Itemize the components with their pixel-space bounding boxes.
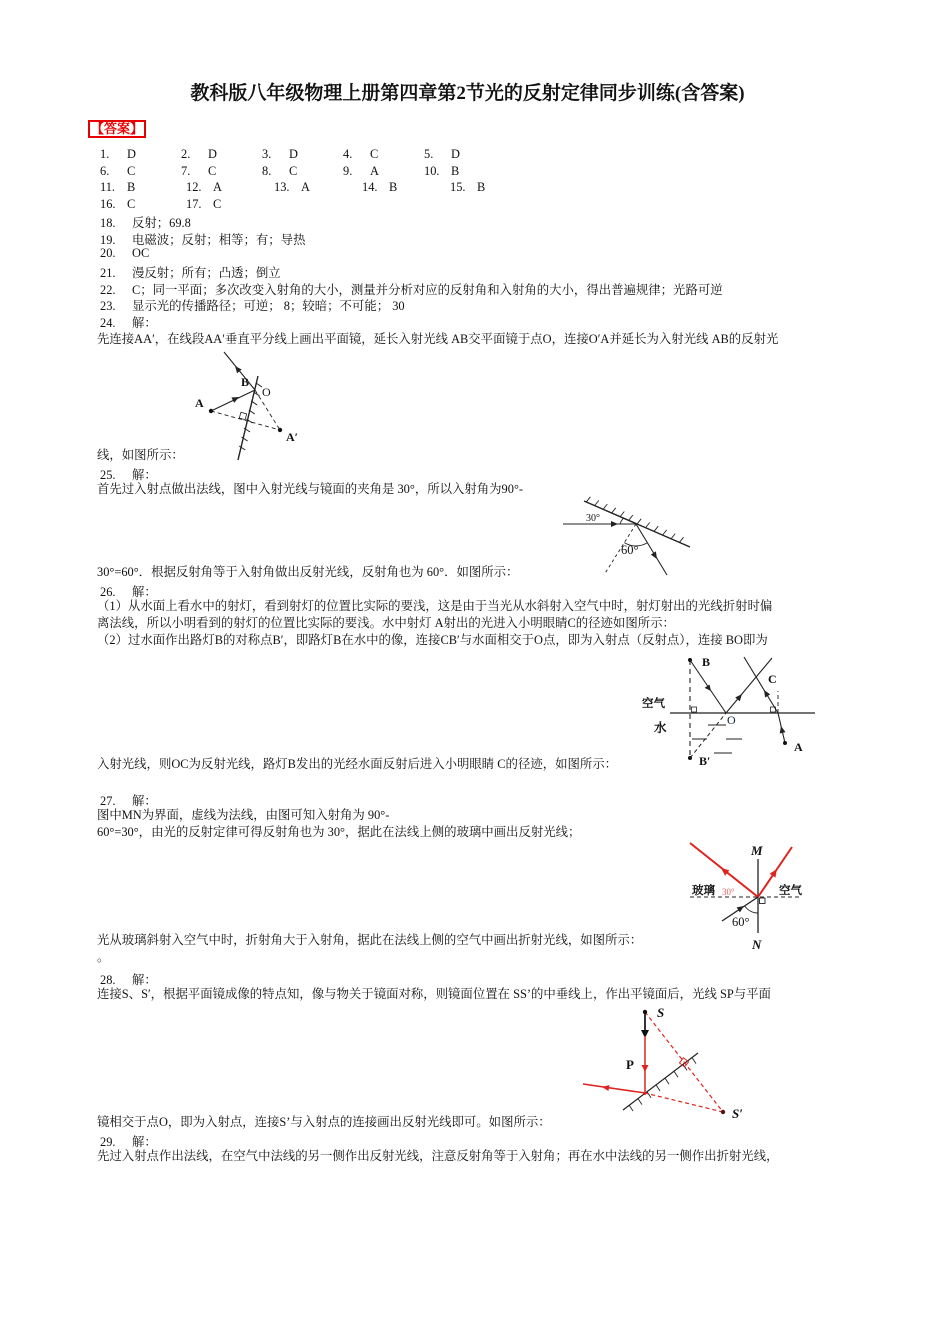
solution-line: 离法线，所以小明看到的射灯的位置比实际的要浅。水中射灯 A射出的光进入小明眼睛C的径迹如图所示： <box>97 616 675 630</box>
diagram-reflection-30-60 <box>558 494 703 584</box>
label-b: B <box>702 655 711 669</box>
solution-line: 先连接AA′，在线段AA′垂直平分线上画出平面镜，延长入射光线 AB交平面镜于点O，连接O′A并延长为入射光线 AB的反射光 <box>97 332 779 346</box>
reflected-ray-arrowhead <box>602 1085 609 1091</box>
angle-arc-30 <box>620 518 623 524</box>
angle-arc-60 <box>745 906 758 913</box>
choice-cell: 13. A <box>274 180 310 194</box>
label-a-prime: A′ <box>286 430 299 444</box>
choice-cell: 1. D <box>100 147 136 161</box>
choice-cell: 7. C <box>181 164 217 178</box>
label-water: 水 <box>654 721 667 735</box>
incident-arrowhead-red <box>642 1065 649 1072</box>
choice-cell: 2. D <box>181 147 217 161</box>
choice-cell: 5. D <box>424 147 460 161</box>
water-ripples <box>692 725 742 753</box>
point-s-prime-dot <box>721 1110 725 1114</box>
solution-line: 图中MN为界面，虚线为法线，由图可知入射角为 90°- <box>97 808 390 822</box>
label-o: O <box>727 713 736 727</box>
label-n: N <box>752 937 762 952</box>
answers-badge: 【答案】 <box>88 120 146 138</box>
point-a-prime-dot <box>278 428 282 432</box>
fill-line: 21. 漫反射；所有；凸透；倒立 <box>100 266 281 280</box>
reflected-ray-red <box>583 1084 645 1093</box>
incident-ray-arrowhead <box>737 906 744 912</box>
solution-line: 光从玻璃斜射入空气中时，折射角大于入射角，据此在法线上侧的空气中画出折射光线，如图所示： <box>97 933 643 947</box>
label-60deg: 60° <box>732 915 750 929</box>
mirror-hatching <box>586 497 683 542</box>
right-angle-mark-left <box>692 707 697 712</box>
right-angle-mark <box>760 898 766 904</box>
label-30deg: 30° <box>722 887 735 897</box>
solution-line: （2）过水面作出路灯B的对称点B′，即路灯B在水中的像，连接CB′与水面相交于O点，即为入射点（反射点），连接 BO即为 <box>97 633 768 647</box>
label-30deg: 30° <box>586 513 600 524</box>
choice-cell: 12. A <box>186 180 222 194</box>
label-a: A <box>195 396 204 410</box>
fill-line: 19. 电磁波；反射；相等；有；导热 <box>100 233 306 247</box>
mirror-line <box>623 1053 698 1110</box>
refracted-ray-arrowhead <box>770 869 777 878</box>
point-a-dot <box>783 741 787 745</box>
fill-line: 18. 反射；69.8 <box>100 216 191 230</box>
point-a-dot <box>209 409 213 413</box>
fill-line: 23. 显示光的传播路径；可逆； 8；较暗；不可能； 30 <box>100 299 405 313</box>
right-angle-mark <box>239 412 246 419</box>
incident-ray-arrowhead <box>611 521 618 527</box>
incident-ray-arrowhead <box>231 397 239 403</box>
solution-head: 26. 解： <box>100 585 157 599</box>
choice-cell: 10. B <box>424 164 460 178</box>
solution-line: 线，如图所示： <box>97 448 184 462</box>
choice-cell: 6. C <box>100 164 136 178</box>
fill-line: 22. C；同一平面；多次改变入射角的大小，测量并分析对应的反射角和入射角的大小，得出普遍规律；光路可逆 <box>100 283 723 297</box>
point-b-dot <box>688 658 692 662</box>
arrowhead-a-up <box>780 726 786 734</box>
solution-head: 24. 解： <box>100 316 157 330</box>
dashed-s-to-s-prime <box>645 1012 723 1112</box>
label-air: 空气 <box>779 885 802 897</box>
choice-cell: 11. B <box>100 180 136 194</box>
label-p: P <box>626 1057 634 1072</box>
label-s-prime: S′ <box>732 1106 743 1121</box>
choice-cell: 9. A <box>343 164 379 178</box>
choice-cell: 16. C <box>100 197 136 211</box>
reflected-ray <box>636 524 667 575</box>
solution-line: 先过入射点作出法线，在空气中法线的另一侧作出反射光线，注意反射角等于入射角；再在水中法线的另一侧作出折射光线， <box>97 1149 779 1163</box>
choice-cell: 8. C <box>262 164 298 178</box>
label-b: B <box>241 375 250 389</box>
arrowhead-refracted <box>764 690 770 698</box>
label-glass: 玻璃 <box>692 885 715 897</box>
diagram-mirror-construction <box>186 352 326 470</box>
diagram-glass-air-interface <box>680 835 812 961</box>
solution-line: 连接S、S′，根据平面镜成像的特点知，像与物关于镜面对称，则镜面位置在 SS’的中垂线上，作出平镜面后，光线 SP与平面 <box>97 987 771 1001</box>
point-b-prime-dot <box>688 756 692 760</box>
solution-head: 28. 解： <box>100 973 157 987</box>
solution-line: 入射光线，则OC为反射光线，路灯B发出的光经水面反射后进入小明眼睛 C的径迹，如图所示： <box>97 757 618 771</box>
fill-line: 20. OC <box>100 246 150 260</box>
dashed-bprime-to-o <box>690 713 726 758</box>
choice-cell: 3. D <box>262 147 298 161</box>
choice-cell: 4. C <box>343 147 379 161</box>
choice-cell: 14. B <box>362 180 398 194</box>
solution-line: 60°=30°，由光的反射定律可得反射角也为 30°，据此在法线上侧的玻璃中画出反射光线； <box>97 825 581 839</box>
label-s: S <box>657 1005 665 1020</box>
label-air: 空气 <box>642 698 665 710</box>
solution-line: （1）从水面上看水中的射灯，看到射灯的位置比实际的要浅，这是由于当光从水斜射入空气中时，射灯射出的光线折射时偏 <box>97 599 773 613</box>
diagram-plane-mirror-sp <box>578 1000 784 1124</box>
point-s-dot <box>643 1010 647 1014</box>
document-title: 教科版八年级物理上册第四章第2节光的反射定律同步训练(含答案) <box>190 83 745 104</box>
choice-cell: 17. C <box>186 197 222 211</box>
label-a: A <box>794 740 803 754</box>
label-b-prime: B′ <box>699 754 711 768</box>
solution-line: 镜相交于点O，即为入射点，连接S’与入射点的连接画出反射光线即可。如图所示： <box>97 1115 551 1129</box>
solution-head: 27. 解： <box>100 794 157 808</box>
solution-head: 25. 解： <box>100 468 157 482</box>
label-o: O <box>262 385 271 399</box>
solution-head: 29. 解： <box>100 1135 157 1149</box>
solution-line: 。 <box>97 950 110 964</box>
label-m: M <box>751 843 763 858</box>
solution-line: 首先过入射点做出法线，图中入射光线与镜面的夹角是 30°，所以入射角为90°- <box>97 482 524 496</box>
dashed-s-prime-to-o <box>645 1093 723 1112</box>
diagram-water-air-rays <box>630 655 825 780</box>
solution-line: 30°=60°．根据反射角等于入射角做出反射光线，反射角也为 60°．如图所示： <box>97 565 519 579</box>
choice-cell: 15. B <box>450 180 486 194</box>
label-c: C <box>768 672 777 686</box>
label-60deg: 60° <box>621 543 639 557</box>
